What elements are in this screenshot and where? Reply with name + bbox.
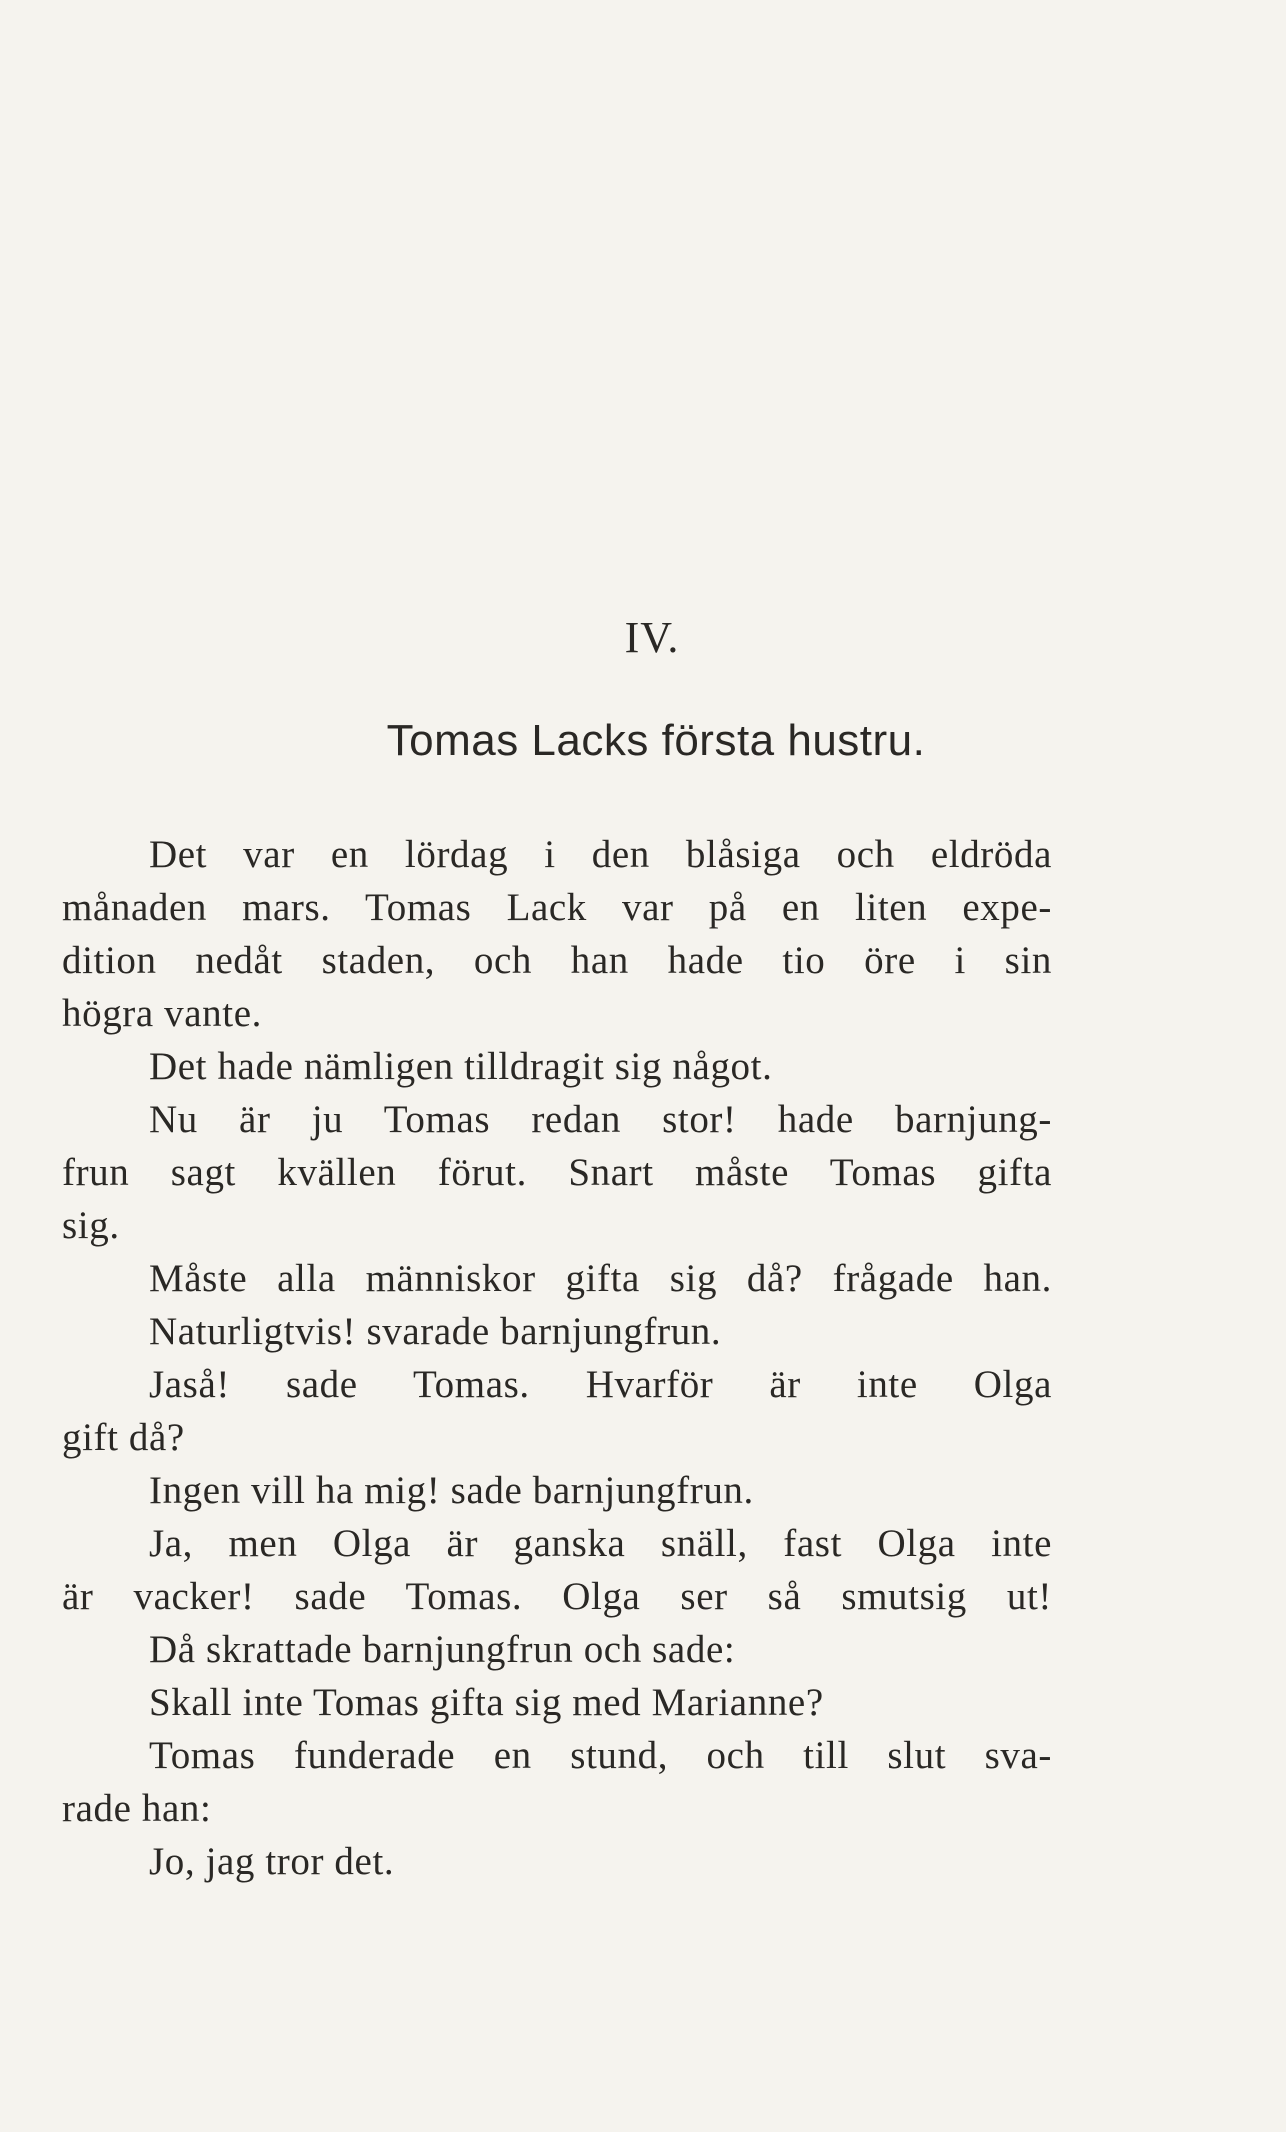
text-line: gift då? xyxy=(62,1416,185,1459)
text-line: frun sagt kvällen förut. Snart måste Tomas gifta xyxy=(62,1151,1052,1194)
text-line: Skall inte Tomas gifta sig med Marianne? xyxy=(149,1681,824,1724)
text-line: Naturligtvis! svarade barnjungfrun. xyxy=(149,1310,722,1353)
text-line: högra vante. xyxy=(62,992,262,1035)
text-line: Nu är ju Tomas redan stor! hade barnjung- xyxy=(149,1098,1052,1141)
text-line: Ja, men Olga är ganska snäll, fast Olga inte xyxy=(149,1522,1052,1565)
text-line: dition nedåt staden, och han hade tio öre i sin xyxy=(62,939,1052,982)
text-line: Ingen vill ha mig! sade barnjungfrun. xyxy=(149,1469,754,1512)
chapter-title: Tomas Lacks första hustru. xyxy=(386,716,926,765)
text-line: rade han: xyxy=(62,1787,212,1830)
text-line: Tomas funderade en stund, och till slut sva- xyxy=(149,1734,1052,1777)
text-line: är vacker! sade Tomas. Olga ser så smutsig ut! xyxy=(62,1575,1052,1618)
text-line: Jaså! sade Tomas. Hvarför är inte Olga xyxy=(149,1363,1052,1406)
text-line: Det hade nämligen tilldragit sig något. xyxy=(149,1045,773,1088)
text-line: månaden mars. Tomas Lack var på en liten expe- xyxy=(62,886,1052,929)
text-line: Måste alla människor gifta sig då? frågade han. xyxy=(149,1257,1052,1300)
chapter-number: IV. xyxy=(624,613,680,662)
text-line: sig. xyxy=(62,1204,120,1247)
text-line: Jo, jag tror det. xyxy=(149,1840,395,1883)
chapter-text xyxy=(62,828,1052,1888)
text-line: Det var en lördag i den blåsiga och eldröda xyxy=(149,833,1052,876)
text-line: Då skrattade barnjungfrun och sade: xyxy=(149,1628,736,1671)
